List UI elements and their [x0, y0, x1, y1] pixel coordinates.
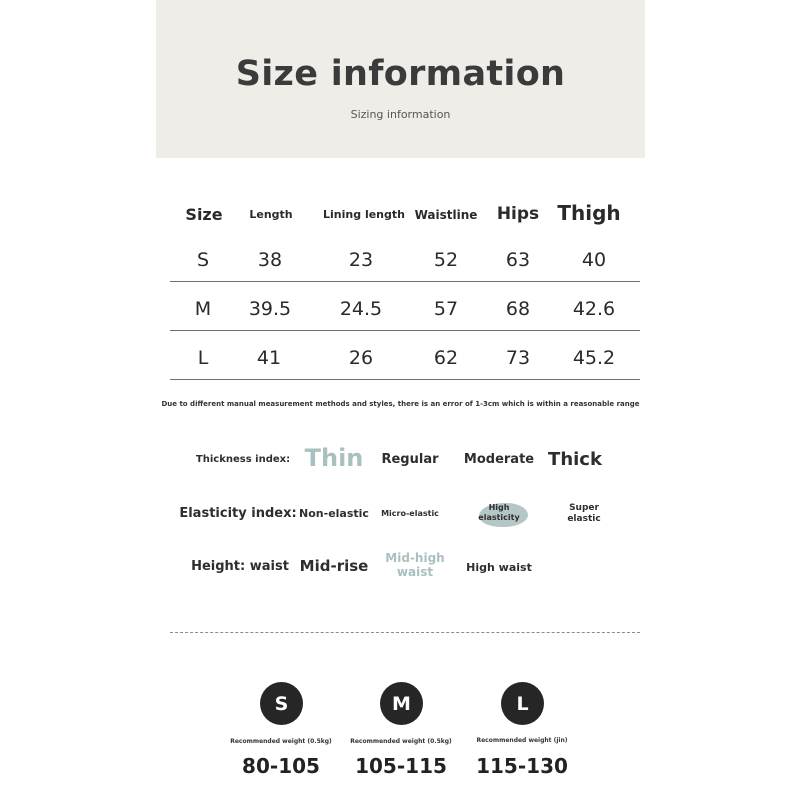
page-subtitle: Sizing information — [350, 108, 451, 121]
waist-option-mid-rise: Mid-rise — [299, 557, 369, 575]
elasticity-label: Elasticity index: — [179, 506, 297, 521]
table-cell: 24.5 — [339, 298, 383, 320]
row-divider — [170, 281, 640, 282]
table-cell: 26 — [348, 347, 374, 369]
col-header-lining-length: Lining length — [323, 208, 405, 221]
weight-range: 115-130 — [476, 754, 568, 778]
elasticity-option-micro-elastic: Micro-elastic — [381, 509, 439, 518]
col-header-size: Size — [185, 205, 223, 224]
col-header-thigh: Thigh — [557, 201, 621, 225]
row-divider — [170, 379, 640, 380]
weight-range: 105-115 — [355, 754, 447, 778]
table-cell: 63 — [505, 249, 531, 271]
table-cell: 38 — [257, 249, 283, 271]
table-cell: S — [196, 249, 210, 271]
table-cell: 68 — [505, 298, 531, 320]
thickness-option-thin: Thin — [304, 444, 364, 472]
measurement-note: Due to different manual measurement methods and styles, there is an error of 1-3cm which is within a reasonable range — [161, 400, 640, 408]
weight-label: Recommended weight (0.5kg) — [350, 738, 452, 745]
table-cell: 40 — [581, 249, 607, 271]
col-header-waistline: Waistline — [414, 208, 478, 222]
table-cell: M — [194, 298, 212, 320]
waist-option-high-waist: High waist — [466, 561, 532, 574]
header-band — [156, 0, 645, 158]
row-divider — [170, 330, 640, 331]
table-cell: 62 — [433, 347, 459, 369]
waist-option-mid-high: Mid-high waist — [385, 551, 445, 579]
page-title: Size information — [235, 54, 566, 94]
thickness-option-moderate: Moderate — [463, 452, 535, 467]
thickness-label: Thickness index: — [195, 454, 291, 465]
thickness-option-thick: Thick — [548, 449, 602, 470]
dashed-divider — [170, 632, 640, 633]
elasticity-option-non-elastic: Non-elastic — [299, 507, 369, 520]
weight-label: Recommended weight (jin) — [476, 737, 568, 744]
table-cell: 23 — [348, 249, 374, 271]
weight-label: Recommended weight (0.5kg) — [230, 738, 332, 745]
table-cell: 41 — [256, 347, 282, 369]
elasticity-option-super: Super elastic — [567, 503, 601, 524]
table-cell: 39.5 — [248, 298, 292, 320]
table-cell: 45.2 — [572, 347, 616, 369]
table-cell: 73 — [505, 347, 531, 369]
size-badge-s: S — [260, 682, 303, 725]
size-badge-m: M — [380, 682, 423, 725]
col-header-hips: Hips — [496, 204, 540, 224]
size-badge-l: L — [501, 682, 544, 725]
thickness-option-regular: Regular — [381, 452, 439, 467]
col-header-length: Length — [249, 208, 293, 221]
table-cell: L — [197, 347, 209, 369]
waist-height-label: Height: waist — [191, 559, 289, 574]
size-chart-sheet — [156, 0, 645, 800]
table-cell: 57 — [433, 298, 459, 320]
elasticity-option-high: High elasticity — [478, 503, 520, 522]
table-cell: 52 — [433, 249, 459, 271]
table-cell: 42.6 — [572, 298, 616, 320]
weight-range: 80-105 — [242, 754, 320, 778]
